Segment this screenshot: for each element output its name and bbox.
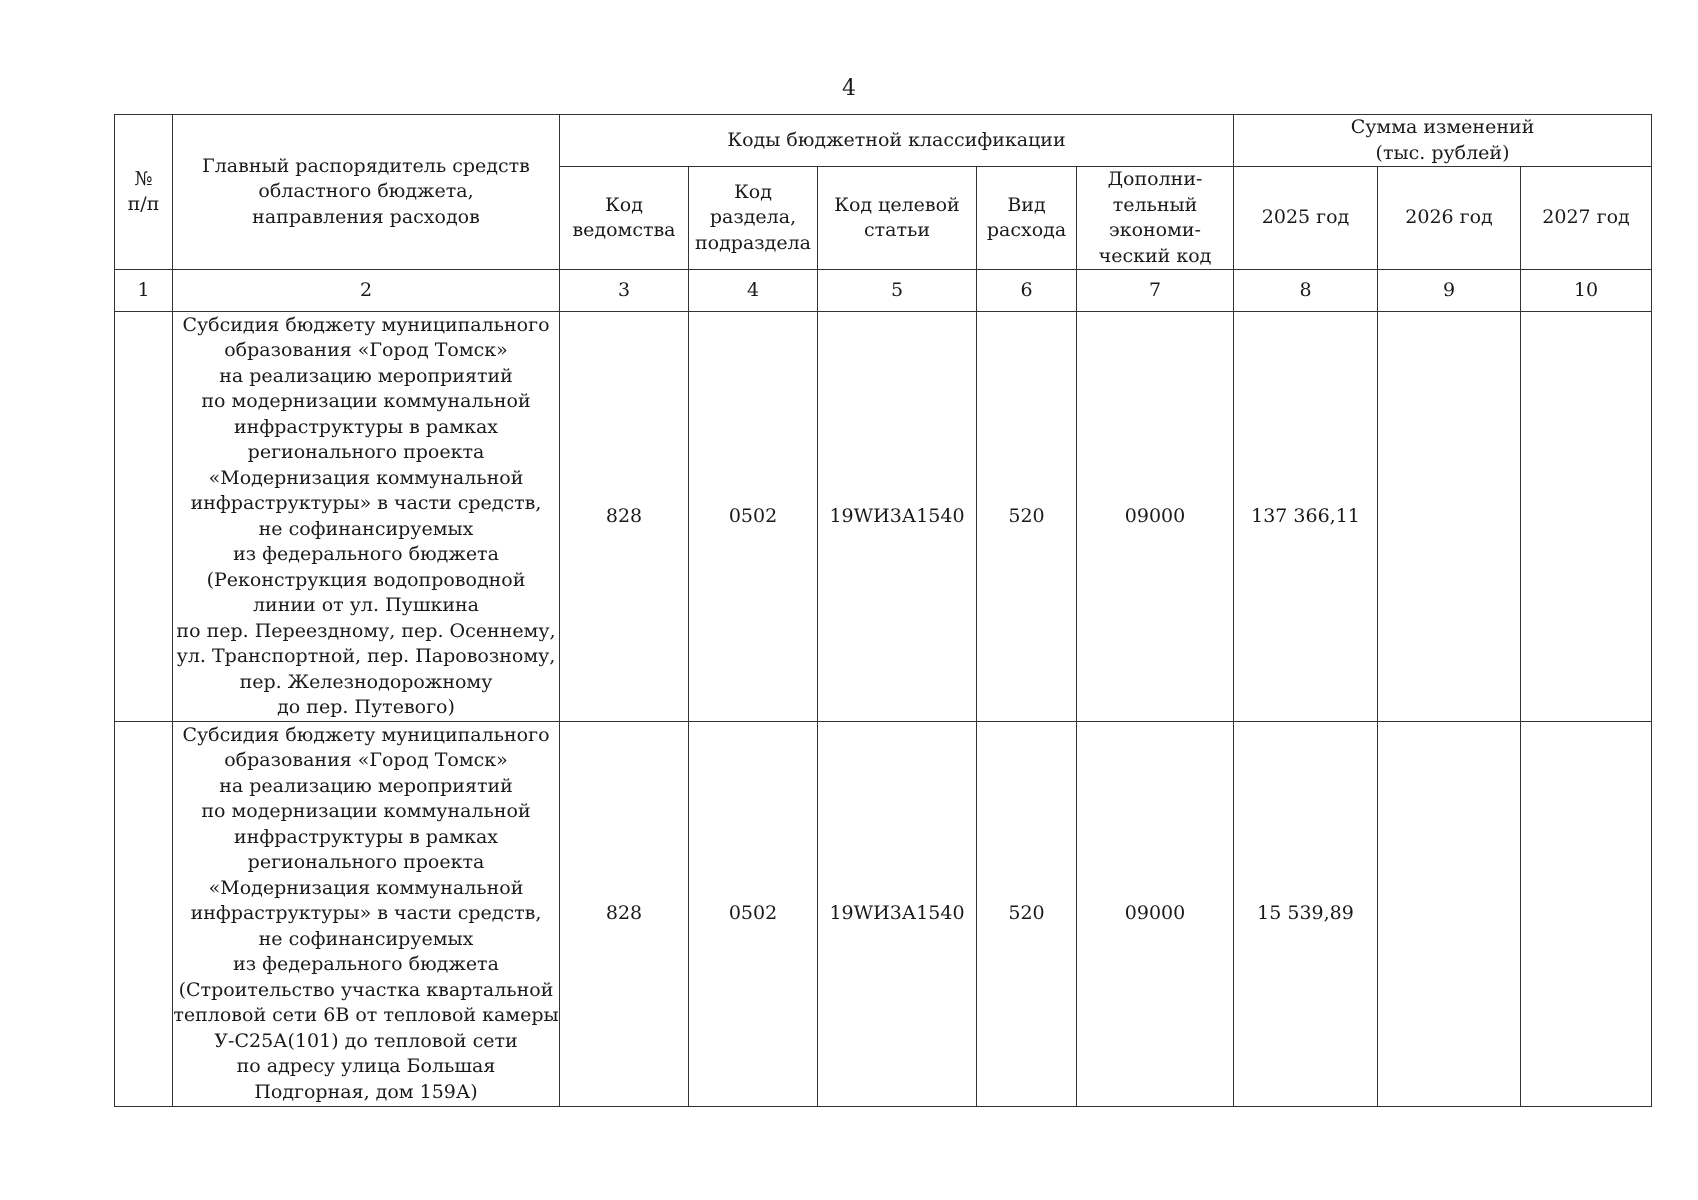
column-number: 1 xyxy=(115,270,173,312)
row-amount-2027 xyxy=(1521,312,1652,722)
header-row-top xyxy=(115,115,1652,167)
row-amount-2026 xyxy=(1378,312,1521,722)
row-amount-2026 xyxy=(1378,722,1521,1107)
page-number: 4 xyxy=(842,76,856,101)
row-number xyxy=(115,722,173,1107)
header-code-target: Код целевой статьи xyxy=(818,167,977,270)
row-amount-2025: 137 366,11 xyxy=(1234,312,1378,722)
row-number xyxy=(115,312,173,722)
header-col-recipient: Главный распорядитель средств областного бюджета, направления расходов xyxy=(173,115,560,270)
row-section-code: 0502 xyxy=(689,312,818,722)
row-department-code: 828 xyxy=(560,312,689,722)
row-target-code: 19WИ3А1540 xyxy=(818,312,977,722)
column-number: 6 xyxy=(977,270,1077,312)
table-row xyxy=(115,312,1652,722)
row-amount-2027 xyxy=(1521,722,1652,1107)
header-col-number: № п/п xyxy=(115,115,173,270)
column-number: 3 xyxy=(560,270,689,312)
row-target-code: 19WИ3А1540 xyxy=(818,722,977,1107)
column-number: 8 xyxy=(1234,270,1378,312)
header-group-codes: Коды бюджетной классификации xyxy=(560,115,1234,167)
header-code-section: Код раздела, подраздела xyxy=(689,167,818,270)
header-year-2026: 2026 год xyxy=(1378,167,1521,270)
header-year-2027: 2027 год xyxy=(1521,167,1652,270)
row-description: Субсидия бюджету муниципального образования «Город Томск» на реализацию мероприятий по модернизации коммунальной инфраструктуры в рамках регионального проекта «Модернизация коммунальной инфраструктуры» в части средств, не софинансируемых из федерального бюджета (Строительство участка квартальной тепловой сети 6В от тепловой камеры У-С25А(101) до тепловой сети по адресу улица Большая Подгорная, дом 159А) xyxy=(173,722,560,1107)
column-number: 2 xyxy=(173,270,560,312)
row-amount-2025: 15 539,89 xyxy=(1234,722,1378,1107)
column-numbers-row xyxy=(115,270,1652,312)
header-code-expense-type: Вид расхода xyxy=(977,167,1077,270)
row-expense-type: 520 xyxy=(977,722,1077,1107)
row-expense-type: 520 xyxy=(977,312,1077,722)
column-number: 10 xyxy=(1521,270,1652,312)
column-number: 9 xyxy=(1378,270,1521,312)
row-description: Субсидия бюджету муниципального образования «Город Томск» на реализацию мероприятий по модернизации коммунальной инфраструктуры в рамках регионального проекта «Модернизация коммунальной инфраструктуры» в части средств, не софинансируемых из федерального бюджета (Реконструкция водопроводной линии от ул. Пушкина по пер. Переездному, пер. Осеннему, ул. Транспортной, пер. Паровозному, пер. Железнодорожному до пер. Путевого) xyxy=(173,312,560,722)
column-number: 7 xyxy=(1077,270,1234,312)
budget-changes-table xyxy=(114,114,1652,1107)
header-year-2025: 2025 год xyxy=(1234,167,1378,270)
header-code-extra: Дополни- тельный экономи- ческий код xyxy=(1077,167,1234,270)
row-extra-code: 09000 xyxy=(1077,312,1234,722)
row-extra-code: 09000 xyxy=(1077,722,1234,1107)
table-row xyxy=(115,722,1652,1107)
column-number: 5 xyxy=(818,270,977,312)
row-department-code: 828 xyxy=(560,722,689,1107)
column-number: 4 xyxy=(689,270,818,312)
row-section-code: 0502 xyxy=(689,722,818,1107)
header-group-sum: Сумма изменений (тыс. рублей) xyxy=(1234,115,1652,167)
header-code-department: Код ведомства xyxy=(560,167,689,270)
